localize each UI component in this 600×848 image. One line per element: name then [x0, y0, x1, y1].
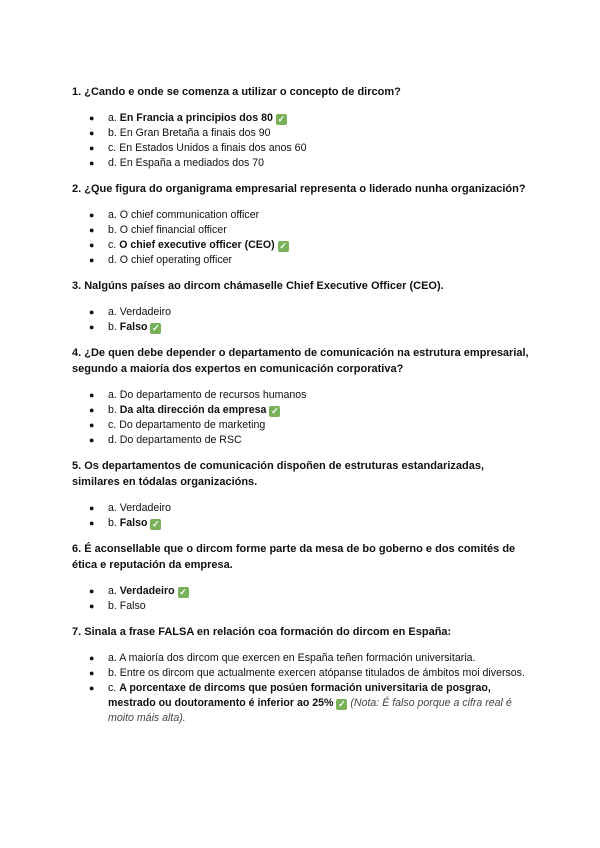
option-text: En Gran Bretaña a finais dos 90 [119, 127, 271, 139]
option-letter: c. [108, 142, 120, 154]
option-letter: d. [108, 157, 120, 169]
question-title: 7. Sinala a frase FALSA en relación coa formación do dircom en España: [72, 626, 452, 638]
option-letter: b. [108, 127, 120, 139]
answer-option [72, 156, 532, 171]
check-mark-icon: ✓ [179, 587, 187, 597]
check-mark-icon: ✓ [277, 114, 286, 124]
option-text: Do departamento de marketing [119, 419, 266, 431]
option-text: Falso [119, 321, 148, 333]
option-text: A porcentaxe de dircoms que posúen formación universitaria de posgrao, mestrado ou doutoramento é inferior ao 25% [108, 682, 491, 709]
answer-option [72, 141, 532, 156]
question-title: 6. É aconsellable que o dircom forme parte da mesa de bo goberno e dos comités de ética e reputación da empresa. [72, 543, 516, 571]
bullet-icon: ● [89, 586, 95, 596]
option-letter: c. [108, 239, 120, 251]
option-letter: c. [108, 419, 120, 431]
option-letter: c. [108, 682, 120, 694]
option-text: O chief financial officer [119, 224, 227, 236]
answer-option [72, 388, 532, 403]
answer-option [72, 208, 532, 223]
question-2 [72, 181, 532, 268]
bullet-icon: ● [89, 390, 95, 400]
bullet-icon: ● [89, 601, 95, 611]
bullet-icon: ● [89, 683, 95, 693]
bullet-icon: ● [89, 158, 95, 168]
option-text: Verdadeiro [119, 502, 172, 514]
question-title: 1. ¿Cando e onde se comenza a utilizar o concepto de dircom? [72, 86, 401, 98]
bullet-icon: ● [89, 128, 95, 138]
answer-option [72, 223, 532, 238]
answer-option [72, 599, 532, 614]
answer-option [72, 651, 532, 666]
answer-option [72, 111, 532, 126]
option-letter: a. [108, 585, 120, 597]
option-letter: a. [108, 209, 120, 221]
bullet-icon: ● [89, 503, 95, 513]
question-title: 2. ¿Que figura do organigrama empresarial representa o liderado nunha organización? [72, 183, 526, 195]
option-text: Do departamento de recursos humanos [119, 389, 307, 401]
question-6 [72, 541, 532, 614]
option-letter: a. [108, 389, 120, 401]
option-text: Da alta dirección da empresa [119, 404, 267, 416]
answer-option [72, 584, 532, 599]
answer-options [72, 208, 532, 268]
option-letter: d. [108, 434, 120, 446]
answer-option [72, 418, 532, 433]
answer-option [72, 501, 532, 516]
check-mark-icon: ✓ [338, 699, 346, 709]
option-text: En España a mediados dos 70 [119, 157, 265, 169]
question-5 [72, 458, 532, 531]
answer-option [72, 253, 532, 268]
bullet-icon: ● [89, 653, 95, 663]
bullet-icon: ● [89, 240, 95, 250]
bullet-icon: ● [89, 143, 95, 153]
quiz-document [72, 84, 532, 736]
answer-option [72, 666, 532, 681]
question-1 [72, 84, 532, 171]
answer-options [72, 305, 532, 335]
question-3 [72, 278, 532, 335]
answer-option [72, 238, 532, 253]
bullet-icon: ● [89, 225, 95, 235]
bullet-icon: ● [89, 255, 95, 265]
answer-option [72, 320, 532, 335]
question-4 [72, 345, 532, 448]
option-text: O chief operating officer [119, 254, 233, 266]
option-text: Falso [119, 517, 148, 529]
answer-option [72, 403, 532, 418]
answer-options [72, 388, 532, 448]
check-mark-icon: ✓ [271, 406, 279, 416]
option-letter: b. [108, 667, 120, 679]
check-mark-icon: ✓ [279, 241, 287, 251]
option-text: O chief executive officer (CEO) [119, 239, 275, 251]
option-text: O chief communication officer [119, 209, 260, 221]
option-letter: b. [108, 224, 120, 236]
answer-options [72, 584, 532, 614]
option-text: Do departamento de RSC [119, 434, 242, 446]
bullet-icon: ● [89, 518, 95, 528]
bullet-icon: ● [89, 307, 95, 317]
option-letter: b. [108, 600, 120, 612]
option-text: En Francia a principios dos 80 [119, 112, 273, 124]
option-letter: a. [108, 112, 120, 124]
option-text: Entre os dircom que actualmente exercen atópanse titulados de ámbitos moi diversos. [119, 667, 525, 679]
bullet-icon: ● [89, 435, 95, 445]
option-text: En Estados Unidos a finais dos anos 60 [119, 142, 307, 154]
question-title: 4. ¿De quen debe depender o departamento de comunicación na estrutura empresarial, segundo a maioría dos expertos en comunicación corporativa? [72, 347, 529, 375]
bullet-icon: ● [89, 322, 95, 332]
option-letter: a. [108, 652, 120, 664]
bullet-icon: ● [89, 210, 95, 220]
answer-note: (Nota: É falso porque a cifra real é moito máis alta). [108, 697, 512, 724]
answer-options [72, 111, 532, 171]
answer-option [72, 516, 532, 531]
question-title: 5. Os departamentos de comunicación dispoñen de estruturas estandarizadas, similares en tódalas organizacións. [72, 460, 485, 488]
option-text: Verdadeiro [119, 585, 175, 597]
option-letter: b. [108, 517, 120, 529]
check-mark-icon: ✓ [152, 323, 160, 333]
answer-option [72, 305, 532, 320]
answer-options [72, 651, 532, 726]
answer-option [72, 433, 532, 448]
check-mark-icon: ✓ [152, 519, 160, 529]
question-title: 3. Nalgúns países ao dircom chámaselle Chief Executive Officer (CEO). [72, 280, 444, 292]
bullet-icon: ● [89, 113, 95, 123]
question-7 [72, 624, 532, 726]
answer-options [72, 501, 532, 531]
bullet-icon: ● [89, 420, 95, 430]
bullet-icon: ● [89, 668, 95, 678]
option-letter: b. [108, 321, 120, 333]
answer-option [72, 126, 532, 141]
option-text: Falso [119, 600, 146, 612]
option-letter: a. [108, 502, 120, 514]
option-letter: a. [108, 306, 120, 318]
bullet-icon: ● [89, 405, 95, 415]
option-letter: d. [108, 254, 120, 266]
option-letter: b. [108, 404, 120, 416]
option-text: A maioría dos dircom que exercen en España teñen formación universitaria. [119, 652, 476, 664]
option-text: Verdadeiro [119, 306, 172, 318]
answer-option [72, 681, 532, 726]
